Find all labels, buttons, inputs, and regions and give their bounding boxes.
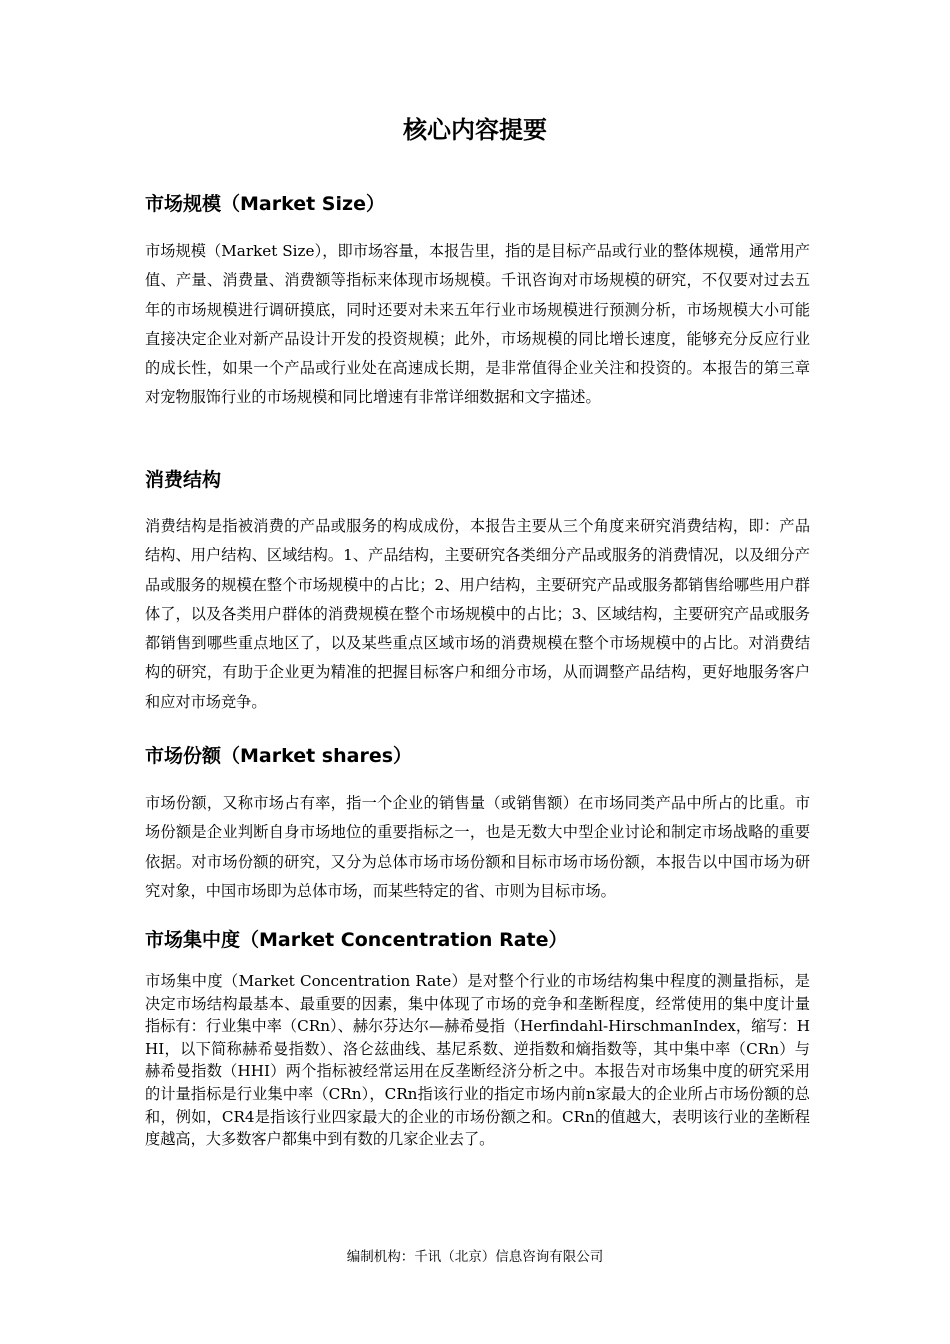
- section-body-consumption-structure: 消费结构是指被消费的产品或服务的构成成份，本报告主要从三个角度来研究消费结构，即：产品结构、用户结构、区域结构。1、产品结构，主要研究各类细分产品或服务的消费情况，以及细分产品或服务的规模在整个市场规模中的占比；2、用户结构，主要研究产品或服务都销售给哪些用户群体了，以及各类用户群体的消费规模在整个市场规模中的占比；3、区域结构，主要研究产品或服务都销售到哪些重点地区了，以及某些重点区域市场的消费规模在整个市场规模中的占比。对消费结构的研究，有助于企业更为精准的把握目标客户和细分市场，从而调整产品结构，更好地服务客户和应对市场竞争。: [145, 517, 810, 711]
- section-body-market-concentration: 市场集中度（Market Concentration Rate）是对整个行业的市场结构集中程度的测量指标，是决定市场结构最基本、最重要的因素，集中体现了市场的竞争和垄断程度，经常使用的集中度计量指标有：行业集中率（CRn）、赫尔芬达尔—赫希曼指（Herfindahl-HirschmanIndex，缩写：HHI，以下简称赫希曼指数）、洛仑兹曲线、基尼系数、逆指数和熵指数等，其中集中率（CRn）与赫希曼指数（HHI）两个指标被经常运用在反垄断经济分析之中。本报告对市场集中度的研究采用的计量指标是行业集中率（CRn），CRn指该行业的指定市场内前n家最大的企业所占市场份额的总和，例如，CR4是指该行业四家最大的企业的市场份额之和。CRn的值越大，表明该行业的垄断程度越高，大多数客户都集中到有数的几家企业去了。: [145, 972, 810, 1149]
- section-heading-consumption-structure: 消费结构: [145, 469, 222, 491]
- section-body-market-size: 市场规模（Market Size），即市场容量，本报告里，指的是目标产品或行业的整体规模，通常用产值、产量、消费量、消费额等指标来体现市场规模。千讯咨询对市场规模的研究，不仅要对过去五年的市场规模进行调研摸底，同时还要对未来五年行业市场规模进行预测分析，市场规模大小可能直接决定企业对新产品设计开发的投资规模；此外，市场规模的同比增长速度，能够充分反应行业的成长性，如果一个产品或行业处在高速成长期，是非常值得企业关注和投资的。本报告的第三章对宠物服饰行业的市场规模和同比增速有非常详细数据和文字描述。: [145, 242, 810, 407]
- section-body-market-shares: 市场份额，又称市场占有率，指一个企业的销售量（或销售额）在市场同类产品中所占的比重。市场份额是企业判断自身市场地位的重要指标之一，也是无数大中型企业讨论和制定市场战略的重要依据。对市场份额的研究，又分为总体市场市场份额和目标市场市场份额，本报告以中国市场为研究对象，中国市场即为总体市场，而某些特定的省、市则为目标市场。: [145, 794, 810, 900]
- page-footer: 编制机构：千讯（北京）信息咨询有限公司: [346, 1249, 604, 1265]
- page-title: 核心内容提要: [403, 116, 547, 144]
- section-heading-market-shares: 市场份额（Market shares）: [145, 745, 413, 767]
- section-heading-market-concentration: 市场集中度（Market Concentration Rate）: [145, 929, 568, 951]
- section-heading-market-size: 市场规模（Market Size）: [145, 193, 385, 215]
